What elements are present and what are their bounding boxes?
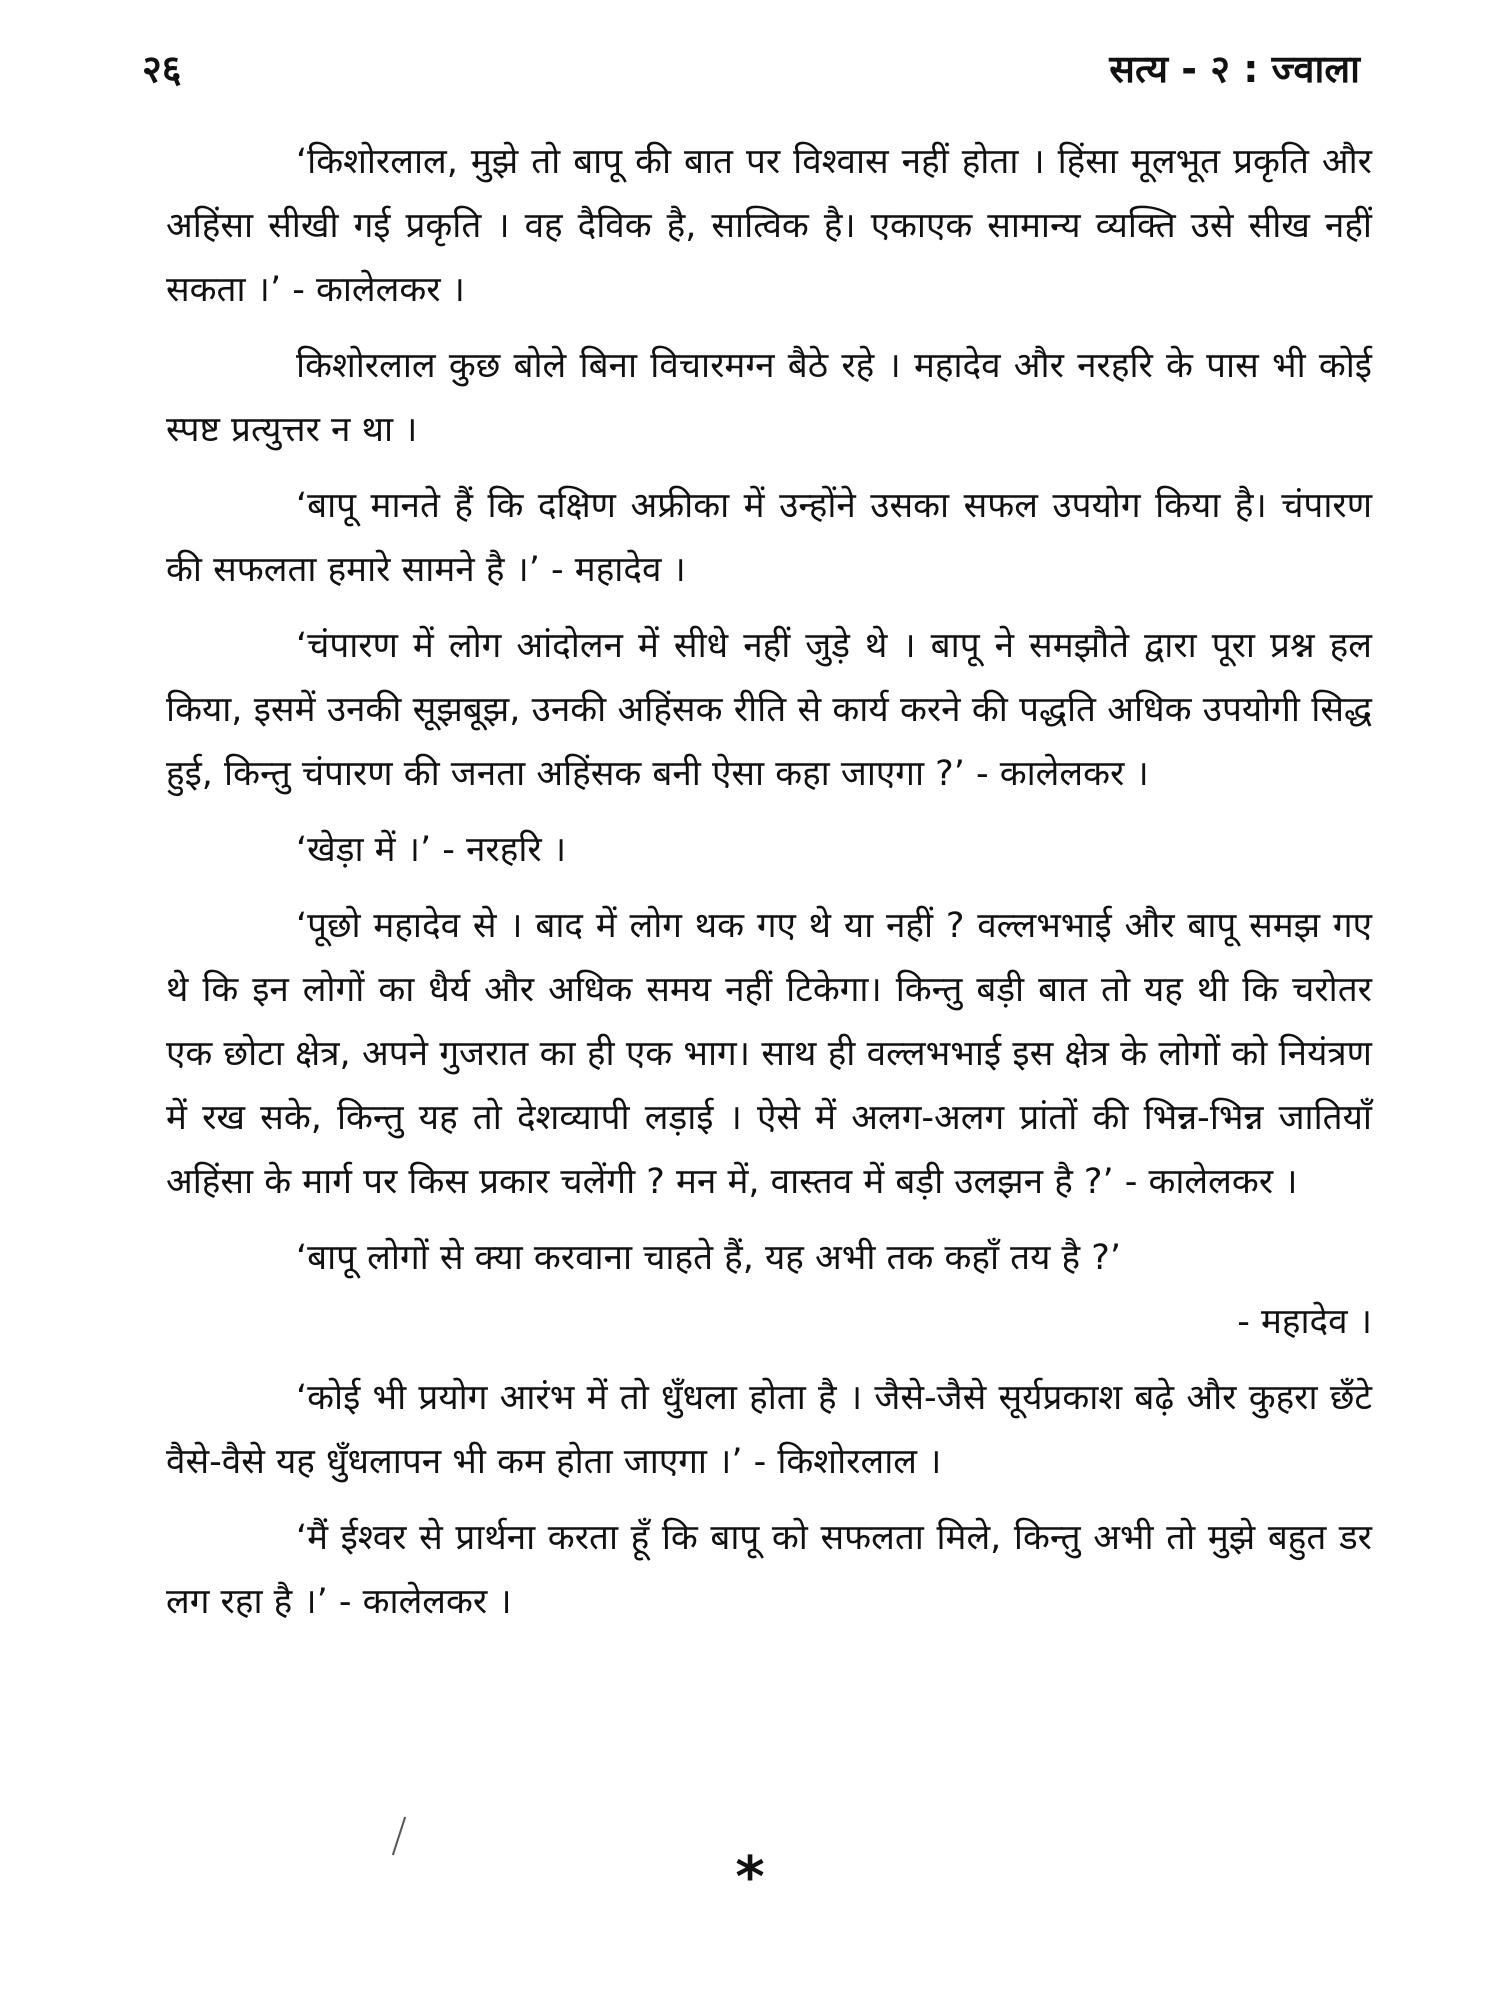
speaker-attribution: - महादेव । — [1237, 1302, 1372, 1342]
paragraph: ‘चंपारण में लोग आंदोलन में सीधे नहीं जुड़े थे । बापू ने समझौते द्वारा पूरा प्रश्न हल किया, इसमें उनकी सूझबूझ, उनकी अहिंसक रीति से कार्य करने की पद्धति अधिक उपयोगी सिद्ध हुई, किन्तु चंपारण की जनता अहिंसक बनी ऐसा कहा जाएगा ?’ - कालेलकर । — [166, 626, 1372, 794]
paragraph: ‘खेड़ा में ।’ - नरहरि । — [296, 830, 567, 870]
paragraph: ‘किशोरलाल, मुझे तो बापू की बात पर विश्वास नहीं होता । हिंसा मूलभूत प्रकृति और अहिंसा सीखी गई प्रकृति । वह दैविक है, सात्विक है। एकाएक सामान्य व्यक्ति उसे सीख नहीं सकता ।’ - कालेलकर । — [166, 142, 1372, 310]
paragraph: ‘बापू मानते हैं कि दक्षिण अफ्रीका में उन्होंने उसका सफल उपयोग किया है। चंपारण की सफलता हमारे सामने है ।’ - महादेव । — [166, 486, 1372, 590]
paragraph: किशोरलाल कुछ बोले बिना विचारमग्न बैठे रहे । महादेव और नरहरि के पास भी कोई स्पष्ट प्रत्युत्तर न था । — [166, 346, 1372, 450]
paragraph: ‘मैं ईश्वर से प्रार्थना करता हूँ कि बापू को सफलता मिले, किन्तु अभी तो मुझे बहुत डर लग रहा है ।’ - कालेलकर । — [166, 1518, 1372, 1622]
running-title: सत्य - २ : ज्वाला — [1109, 47, 1360, 91]
body-text — [166, 130, 1372, 1646]
page-number: २६ — [142, 47, 182, 91]
paragraph: ‘बापू लोगों से क्या करवाना चाहते हैं, यह अभी तक कहाँ तय है ?’ — [296, 1238, 1121, 1278]
paragraph: ‘कोई भी प्रयोग आरंभ में तो धुँधला होता है । जैसे-जैसे सूर्यप्रकाश बढ़े और कुहरा छँटे वैसे-वैसे यह धुँधलापन भी कम होता जाएगा ।’ - किशोरलाल । — [166, 1378, 1372, 1482]
section-end-asterisk: * — [735, 1845, 765, 1910]
paragraph: ‘पूछो महादेव से । बाद में लोग थक गए थे या नहीं ? वल्लभभाई और बापू समझ गए थे कि इन लोगों का धैर्य और अधिक समय नहीं टिकेगा। किन्तु बड़ी बात तो यह थी कि चरोतर एक छोटा क्षेत्र, अपने गुजरात का ही एक भाग। साथ ही वल्लभभाई इस क्षेत्र के लोगों को नियंत्रण में रख सके, किन्तु यह तो देशव्यापी लड़ाई । ऐसे में अलग-अलग प्रांतों की भिन्न-भिन्न जातियाँ अहिंसा के मार्ग पर किस प्रकार चलेंगी ? मन में, वास्तव में बड़ी उलझन है ?’ - कालेलकर । — [166, 906, 1372, 1202]
page-header — [142, 38, 1360, 98]
